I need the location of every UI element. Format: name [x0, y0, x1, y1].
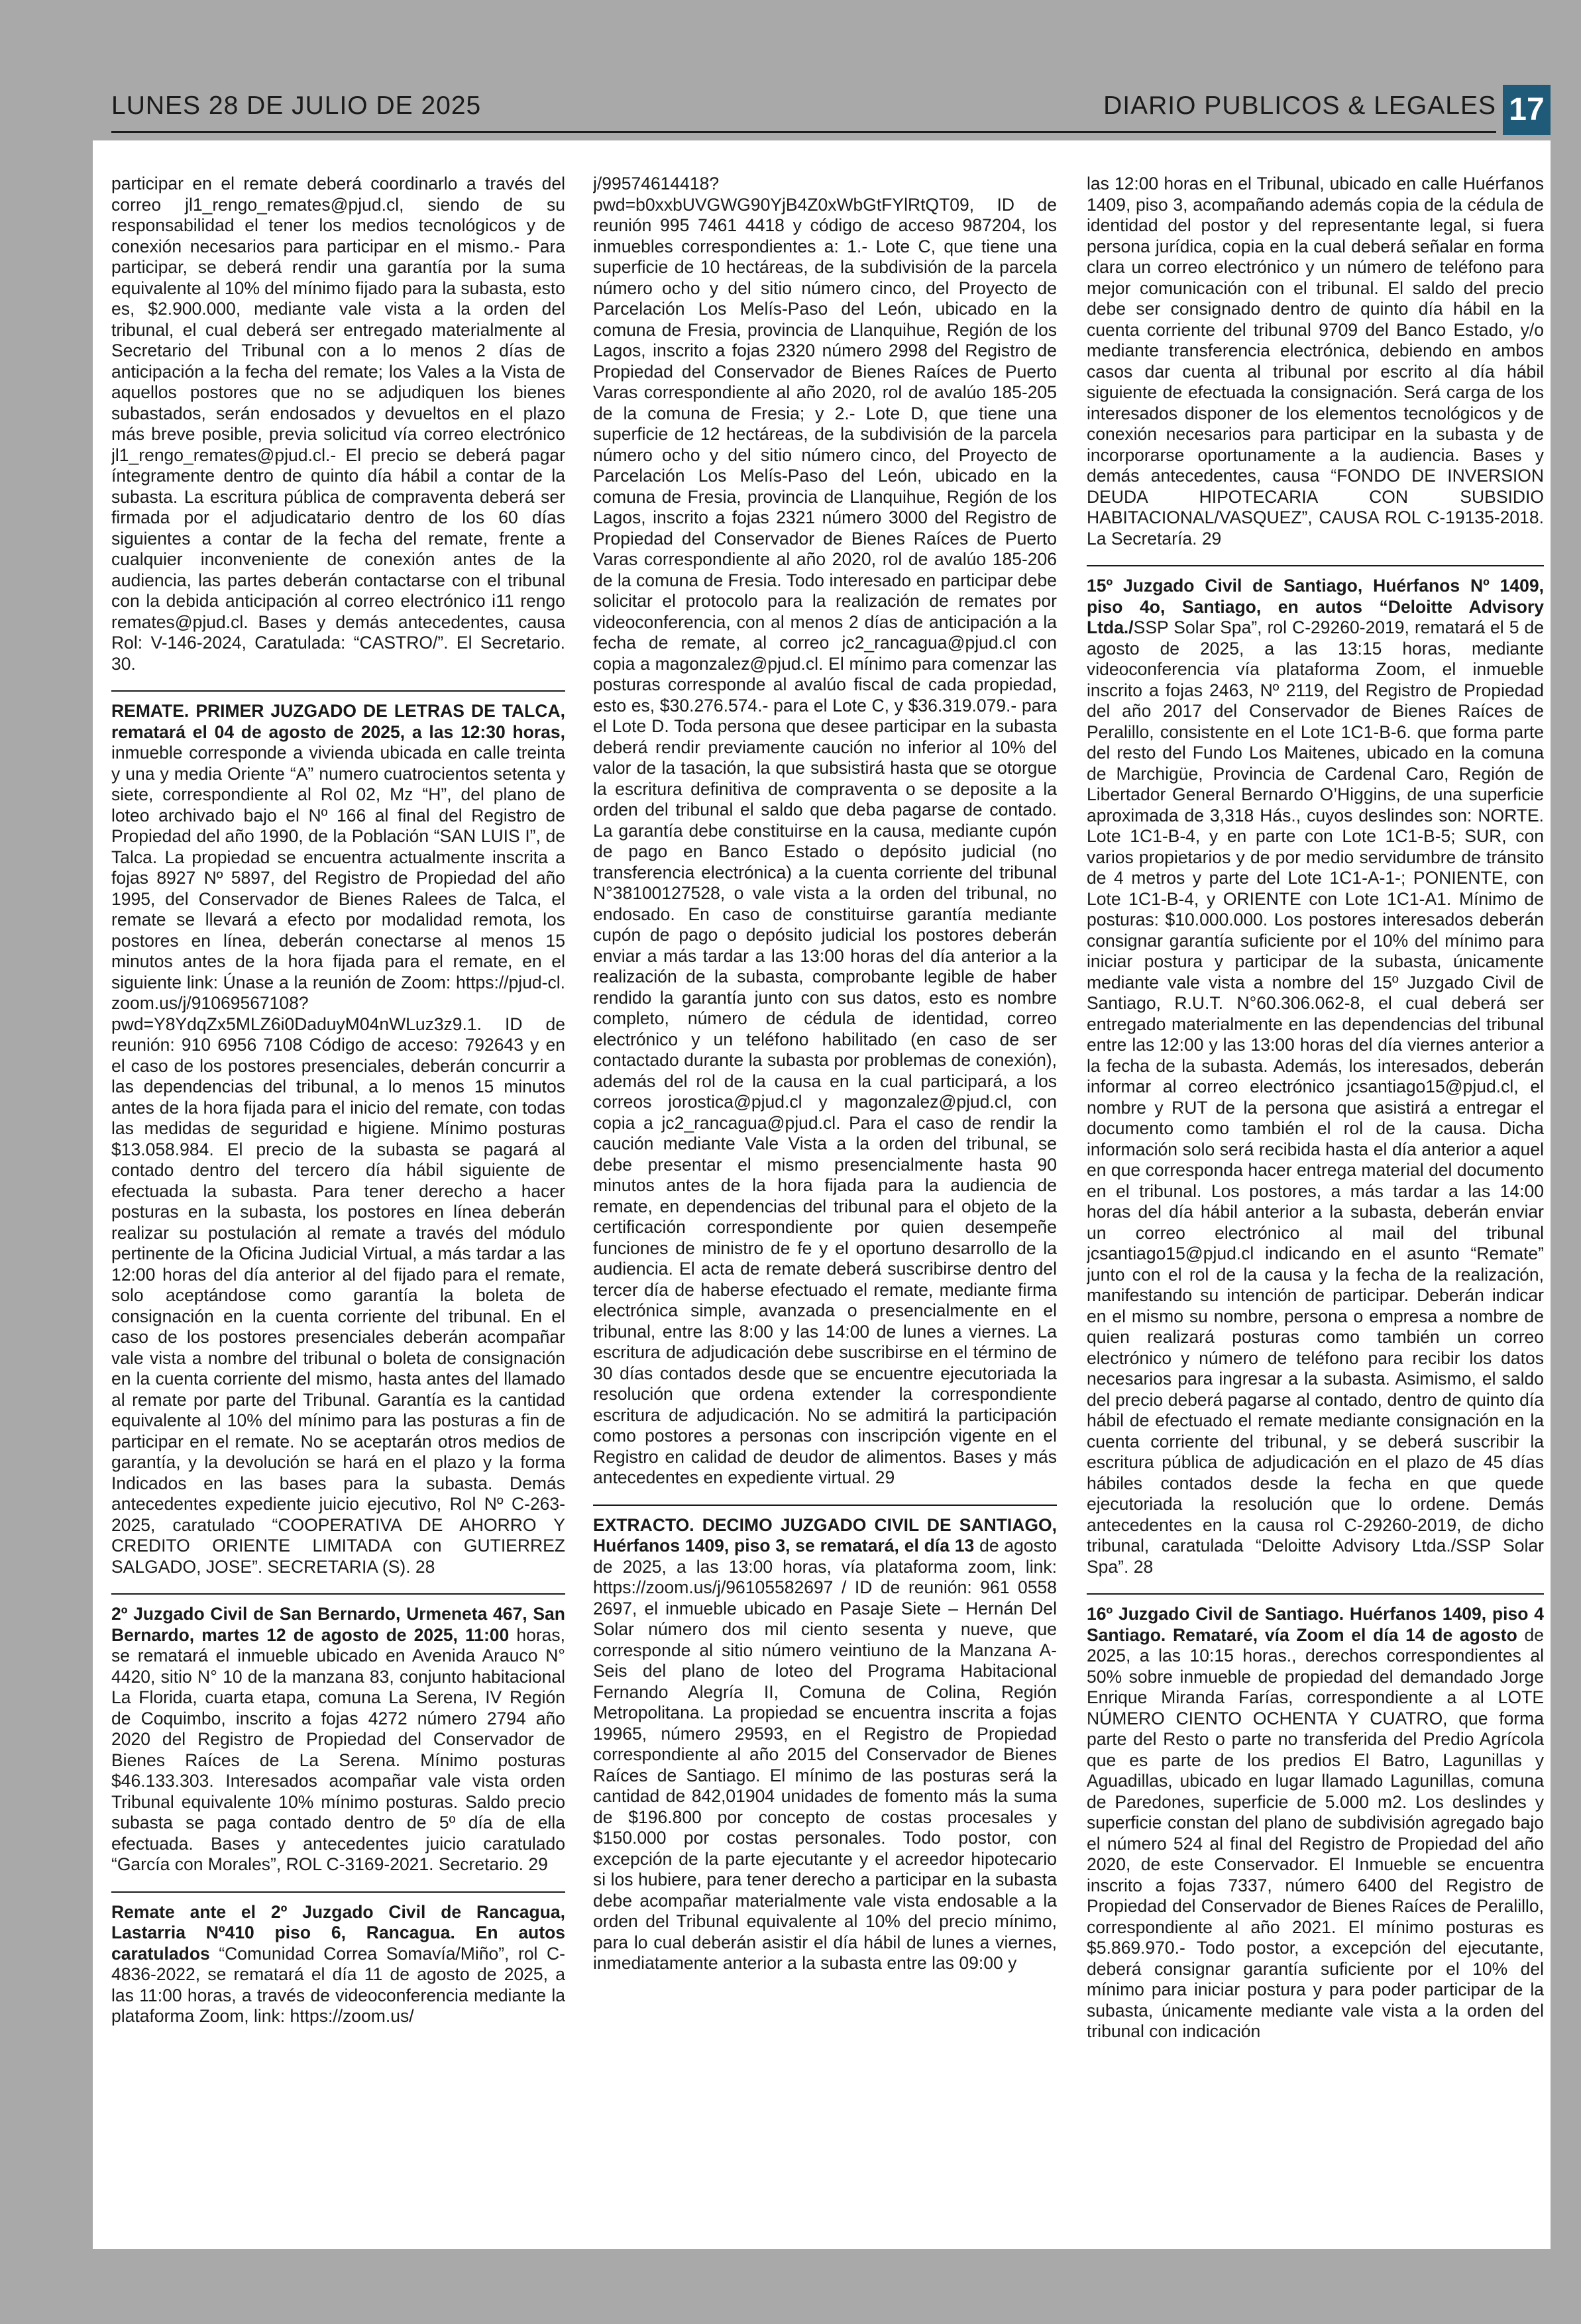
notice-15-juzgado [1087, 576, 1544, 1587]
notice-divider [1087, 565, 1544, 566]
column-3 [1087, 174, 1544, 2303]
column-2 [593, 174, 1057, 2303]
notice-decimo-continuation [1087, 174, 1544, 558]
notice-rancagua-continuation [593, 174, 1057, 1498]
notice-lead: 16º Juzgado Civil de Santiago. Huérfanos 1409, piso 4 Santiago. Remataré, vía Zoom el día 14 de agosto [1087, 1604, 1544, 1645]
notice-body: participar en el remate deberá coordinarlo a través del correo jl1_rengo_remates@pjud.cl, siendo de su responsabilidad el tener los medios tecnológicos y de conexión necesarios para participar en el mismo.- Para participar, se deberá rendir una garantía por la suma equivalente al 10% del mínimo fijado para la subasta, esto es, $2.900.000, mediante vale vista a la orden del tribunal, el cual deberá ser entregado materialmente al Secretario del Tribunal con a lo menos 2 días de anticipación a la fecha del remate; los Vales a la Vista de aquellos postores que no se adjudiquen los bienes subastados, serán endosados y devueltos en el plazo más breve posible, previa solicitud vía correo electrónico jl1_rengo_remates@pjud.cl.- El precio se deberá pagar íntegramente dentro de quinto día hábil a contar de la subasta. La escritura pública de compraventa deberá ser firmada por el adjudicatario dentro de los 60 días siguientes a contar de la fecha del remate, frente a cualquier inconveniente de conexión antes de la audiencia, las partes deberán contactarse con el tribunal con la debida anticipación al correo electrónico i11 rengo remates@pjud.cl. Bases y demás antecedentes, causa Rol: V-146-2024, Caratulada: “CASTRO/”. El Secretario. 30. [111, 174, 565, 674]
notice-body: j/99574614418?pwd=b0xxbUVGWG90YjB4Z0xWbGtFYlRtQT09, ID de reunión 995 7461 4418 y código de acceso 987204, los inmuebles correspondientes a: 1.- Lote C, que tiene una superficie de 10 hectáreas, de la subdivisión de la parcela número ocho y del sitio número cinco, del Proyecto de Parcelación Los Melís-Paso del León, ubicado en la comuna de Fresia, provincia de Llanquihue, Región de los Lagos, inscrito a fojas 2320 número 2998 del Registro de Propiedad del Conservador de Bienes Raíces de Puerto Varas correspondiente al año 2020, rol de avalúo 185-205 de la comuna de Fresia; y 2.- Lote D, que tiene una superficie de 12 hectáreas, de la subdivisión de la parcela número ocho y del sitio número cinco, del Proyecto de Parcelación Los Melís-Paso del León, ubicado en la comuna de Fresia, provincia de Llanquihue, Región de los Lagos, inscrito a fojas 2321 número 3000 del Registro de Propiedad del Conservador de Bienes Raíces de Puerto Varas correspondiente al año 2020, rol de avalúo 185-206 de la comuna de Fresia. Todo interesado en participar debe solicitar el protocolo para la realización de remates por videoconferencia, con al menos 2 días de anticipación a la fecha de remate, al correo jc2_rancagua@pjud.cl con copia a magonzalez@pjud.cl. El mínimo para comenzar las posturas corresponde al avalúo fiscal de cada propiedad, esto es, $30.276.574.- para el Lote C, y $36.319.079.- para el Lote D. Toda persona que desee participar en la subasta deberá rendir previamente caución no inferior al 10% del valor de la tasación, la que subsistirá hasta que se otorgue la escritura definitiva de compraventa o se deposite a la orden del tribunal el saldo que deba pagarse de contado. La garantía debe constituirse en la causa, mediante cupón de pago en Banco Estado o depósito judicial (no transferencia electrónica) a la cuenta corriente del tribunal N°38100127528, o vale vista a la orden del tribunal, no endosado. En caso de constituirse garantía mediante cupón de pago o depósito judicial los postores deberán enviar a más tardar a las 13:00 horas del día anterior a la realización de la subasta, comprobante legible de haber rendido la garantía junto con sus datos, esto es nombre completo, número de cédula de identidad, correo electrónico y un teléfono habilitado (en caso de ser contactado durante la subasta por problemas de conexión), además del rol de la causa en la cual participará, a los correos jorostica@pjud.cl y magonzalez@pjud.cl, con copia a jc2_rancagua@pjud.cl. Para el caso de rendir la caución mediante Vale Vista a la orden del tribunal, se debe presentar el mismo presencialmente hasta 90 minutos antes de la hora fijada para la audiencia de remate, en dependencias del tribunal para el objeto de la certificación correspondiente por quien desempeñe funciones de ministro de fe y el oportuno desarrollo de la audiencia. El acta de remate deberá suscribirse dentro del tercer día de haberse efectuado el remate, mediante firma electrónica simple, avanzada o presencialmente en el tribunal, entre las 8:00 y las 14:00 de lunes a viernes. La escritura de adjudicación debe suscribirse en el término de 30 días contados desde que se encuentre ejecutoriada la resolución que ordena extender la correspondiente escritura de adjudicación. No se admitirá la participación como postores a personas con inscripción vigente en el Registro en calidad de deudor de alimentos. Bases y más antecedentes en expediente virtual. 29 [593, 174, 1057, 1487]
issue-date: LUNES 28 DE JULIO DE 2025 [111, 91, 482, 120]
notice-body: de agosto de 2025, a las 13:00 horas, vía plataforma zoom, link: https://zoom.us/j/96105582697 / ID de reunión: 961 0558 2697, el inmueble ubicado en Pasaje Siete – Hernán Del Solar número dos mil ciento sesenta y nueve, que corresponde al sitio número veintiuno de la Manzana A-Seis del plano de loteo del Programa Habitacional Fernando Alegría II, Comuna de Colina, Región Metropolitana. La propiedad se encuentra inscrita a fojas 19965, número 29593, en el Registro de Propiedad correspondiente al año 2015 del Conservador de Bienes Raíces de Santiago. El mínimo de las posturas será la cantidad de 842,01904 unidades de fomento más la suma de $196.800 por concepto de costas procesales y $150.000 por costas personales. Todo postor, con excepción de la parte ejecutante y el acreedor hipotecario si los hubiere, para tener derecho a participar en la subasta debe acompañar materialmente vale vista endosable a la orden del Tribunal equivalente al 10% del precio mínimo, para lo cual deberán asistir el día hábil de lunes a viernes, inmediatamente anterior a la subasta entre las 09:00 y [593, 1536, 1057, 1973]
notice-lead: EXTRACTO. DECIMO JUZGADO CIVIL DE SANTIAGO, Huérfanos 1409, piso 3, se rematará, el día 13 [593, 1514, 1057, 1556]
page-number: 17 [1503, 85, 1551, 135]
notice-rengo-continuation [111, 174, 565, 684]
header-rule [111, 131, 1496, 133]
notice-lead: 15º Juzgado Civil de Santiago, Huérfanos Nº 1409, piso 4o, Santiago, en autos “Deloitte Advisory Ltda./ [1087, 576, 1544, 637]
notice-decimo-juzgado [593, 1515, 1057, 1983]
column-1 [111, 174, 565, 2303]
publication-title: DIARIO PUBLICOS & LEGALES [1103, 91, 1496, 120]
notice-body: de 2025, a las 10:15 horas., derechos correspondientes al 50% sobre inmueble de propiedad del demandado Jorge Enrique Miranda Farías, correspondiente a al LOTE NÚMERO CIENTO OCHENTA Y CUATRO, que forma parte del Resto o parte no transferida del Predio Agrícola que es parte de los predios El Batro, Lagunillas y Aguadillas, ubicado en lugar llamado Lagunillas, comuna de Paredones, superficie de 5.000 m2. Los deslindes y superficie constan del plano de subdivisión agregado bajo el número 524 al final del Registro de Propiedad del año 2020, de este Conservador. El Inmueble se encuentra inscrito a fojas 7337, número 6400 del Registro de Propiedad del Conservador de Bienes Raíces de Peralillo, correspondiente al año 2021. El mínimo posturas es $5.869.970.- Todo postor, a excepción del ejecutante, deberá consignar garantía suficiente por el 10% del mínimo para iniciar postura y para poder participar de la subasta, únicamente mediante vale vista a la orden del tribunal con indicación [1087, 1624, 1544, 2041]
notice-body: las 12:00 horas en el Tribunal, ubicado en calle Huérfanos 1409, piso 3, acompañando además copia de la cédula de identidad del postor y del representante legal, si fuera persona jurídica, copia en la cual deberá señalar en forma clara un correo electrónico y un número de teléfono para mejor comunicación con el tribunal. El saldo del precio debe ser consignado dentro de quinto día hábil en la cuenta corriente del tribunal 9709 del Banco Estado, y/o mediante transferencia electrónica, debiendo en ambos casos dar cuenta al tribunal por escrito al día hábil siguiente de efectuada la consignación. Será carga de los interesados disponer de los elementos tecnológicos y de conexión necesarios para participar en la subasta y de incorporarse oportunamente a la audiencia. Bases y demás antecedentes, causa “FONDO DE INVERSION DEUDA HIPOTECARIA CON SUBSIDIO HABITACIONAL/VASQUEZ”, CAUSA ROL C-19135-2018. La Secretaría. 29 [1087, 174, 1544, 549]
notice-body: horas, se rematará el inmueble ubicado en Avenida Arauco N° 4420, sitio N° 10 de la manzana 83, conjunto habitacional La Florida, cuarta etapa, comuna La Serena, IV Región de Coquimbo, inscrito a fojas 4272 número 2794 año 2020 del Registro de Propiedad del Conservador de Bienes Raíces de La Serena. Mínimo posturas $46.133.303. Interesados acompañar vale vista orden Tribunal equivalente 10% mínimo posturas. Saldo precio subasta se paga contado dentro de 5º día de ella efectuada. Bases y antecedentes juicio caratulado “García con Morales”, ROL C-3169-2021. Secretario. 29 [111, 1624, 565, 1874]
notice-body: inmueble corresponde a vivienda ubicada en calle treinta y una y media Oriente “A” numero cuatrocientos setenta y siete, correspondiente al Rol 02, Mz “H”, del plano de loteo archivado bajo el Nº 166 al final del Registro de Propiedad del año 1990, de la Población “SAN LUIS I”, de Talca. La propiedad se encuentra actualmente inscrita a fojas 8927 Nº 5897, del Registro de Propiedad del año 1995, del Conservador de Bienes Ralees de Talca, el remate se llevará a efecto por modalidad remota, los postores en línea, deberán conectarse al menos 15 minutos antes de la hora fijada para el remate, en el siguiente link: Únase a la reunión de Zoom: https://pjud-cl. zoom.us/j/91069567108?pwd=Y8YdqZx5MLZ6i0DaduyM04nWLuz3z9.1. ID de reunión: 910 6956 7108 Código de acceso: 792643 y en el caso de los postores presenciales, deberán concurrir a las dependencias del tribunal, a lo menos 15 minutos antes de la hora fijada para el inicio del remate, con todas las medidas de seguridad e higiene. Mínimo posturas $13.058.984. El precio de la subasta se pagará al contado dentro del tercero día hábil siguiente de efectuada la subasta. Para tener derecho a hacer posturas en la subasta, los postores en línea deberán realizar su postulación al remate a través del módulo pertinente de la Oficina Judicial Virtual, a más tardar a las 12:00 horas del día anterior al del fijado para el remate, solo aceptándose como garantía la boleta de consignación en la cuenta corriente del tribunal. En el caso de los postores presenciales deberán acompañar vale vista a nombre del tribunal o boleta de consignación en la cuenta corriente del mismo, hasta antes del llamado al remate por parte del Tribunal. Garantía es la cantidad equivalente al 10% del mínimo para las posturas a fin de participar en el remate. No se aceptarán otros medios de garantía, y la devolución se hará en el plazo y la forma Indicados en las bases para la subasta. Demás antecedentes expediente juicio ejecutivo, Rol Nº C-263-2025, caratulado “COOPERATIVA DE AHORRO Y CREDITO ORIENTE LIMITADA con GUTIERREZ SALGADO, JOSE”. SECRETARIA (S). 28 [111, 743, 565, 1577]
notice-body: “Comunidad Correa Somavía/Miño”, rol C-4836-2022, se rematará el día 11 de agosto de 2025, a las 11:00 horas, a través de videoconferencia mediante la plataforma Zoom, link: https://zoom.us/ [111, 1943, 565, 2026]
notice-divider [1087, 1593, 1544, 1595]
notice-divider [111, 1891, 565, 1893]
notice-san-bernardo [111, 1604, 565, 1885]
notice-lead: Remate ante el 2º Juzgado Civil de Rancagua, Lastarria Nº410 piso 6, Rancagua. En autos caratulados [111, 1901, 565, 1964]
notice-16-juzgado [1087, 1604, 1544, 2052]
notice-divider [593, 1505, 1057, 1506]
notice-divider [111, 690, 565, 692]
notice-rancagua [111, 1902, 565, 2036]
notice-body: SSP Solar Spa”, rol C-29260-2019, rematará el 5 de agosto de 2025, a las 13:15 horas, mediante videoconferencia vía plataforma Zoom, el inmueble inscrito a fojas 2463, Nº 2119, del Registro de Propiedad del año 2017 del Conservador de Bienes Raíces de Peralillo, consistente en el Lote 1C1-B-6. que forma parte del resto del Fundo Los Maitenes, ubicado en la comuna de Marchigüe, Provincia de Cardenal Caro, Región de Libertador General Bernardo O’Higgins, de una superficie aproximada de 3,318 Hás., cuyos deslindes son: NORTE. Lote 1C1-B-4, y en parte con Lote 1C1-B-5; SUR, con varios propietarios y de por medio servidumbre de tránsito de 4 metros y parte del Lote 1C1-A-1-; PONIENTE, con Lote 1C1-B-4, y ORIENTE con Lote 1C1-A1. Mínimo de posturas: $10.000.000. Los postores interesados deberán consignar garantía suficiente por el 10% del mínimo para iniciar postura y participar de la subasta, únicamente mediante vale vista a nombre del 15º Juzgado Civil de Santiago, R.U.T. N°60.306.062-8, el cual deberá ser entregado materialmente en las dependencias del tribunal entre las 12:00 y las 13:00 horas del día viernes anterior a la fecha de la subasta. Además, los interesados, deberán informar al correo electrónico jcsantiago15@pjud.cl, el nombre y RUT de la persona que asistirá a entregar el documento como también el rol de la causa. Dicha información solo será recibida hasta el día anterior a aquel en que corresponda hacer entrega material del documento en el tribunal. Los postores, a más tardar a las 14:00 horas del día hábil anterior a la subasta, deberán enviar un correo electrónico al mail del tribunal jcsantiago15@pjud.cl indicando en el asunto “Remate” junto con el rol de la causa y la fecha de la realización, manifestando su intención de participar. Deberán indicar en el mismo su nombre, persona o empresa a nombre de quien realizará posturas como también un correo electrónico y número de teléfono para recibir los datos necesarios para ingresar a la subasta. Asimismo, el saldo del precio deberá pagarse al contado, dentro de quinto día hábil de efectuado el remate mediante consignación en la cuenta corriente del tribunal, y se deberá suscribir la escritura pública de adjudicación en el plazo de 45 días hábiles contados desde la fecha en que quede ejecutoriada la resolución que lo ordene. Demás antecedentes en la causa rol C-29260-2019, de dicho tribunal, caratulada “Deloitte Advisory Ltda./SSP Solar Spa”. 28 [1087, 617, 1544, 1577]
notice-talca [111, 701, 565, 1587]
page-header [93, 85, 1551, 140]
notice-divider [111, 1593, 565, 1595]
notice-lead: REMATE. PRIMER JUZGADO DE LETRAS DE TALCA, rematará el 04 de agosto de 2025, a las 12:30 horas, [111, 701, 565, 742]
notice-lead: 2º Juzgado Civil de San Bernardo, Urmeneta 467, San Bernardo, martes 12 de agosto de 2025, 11:00 [111, 1604, 565, 1645]
